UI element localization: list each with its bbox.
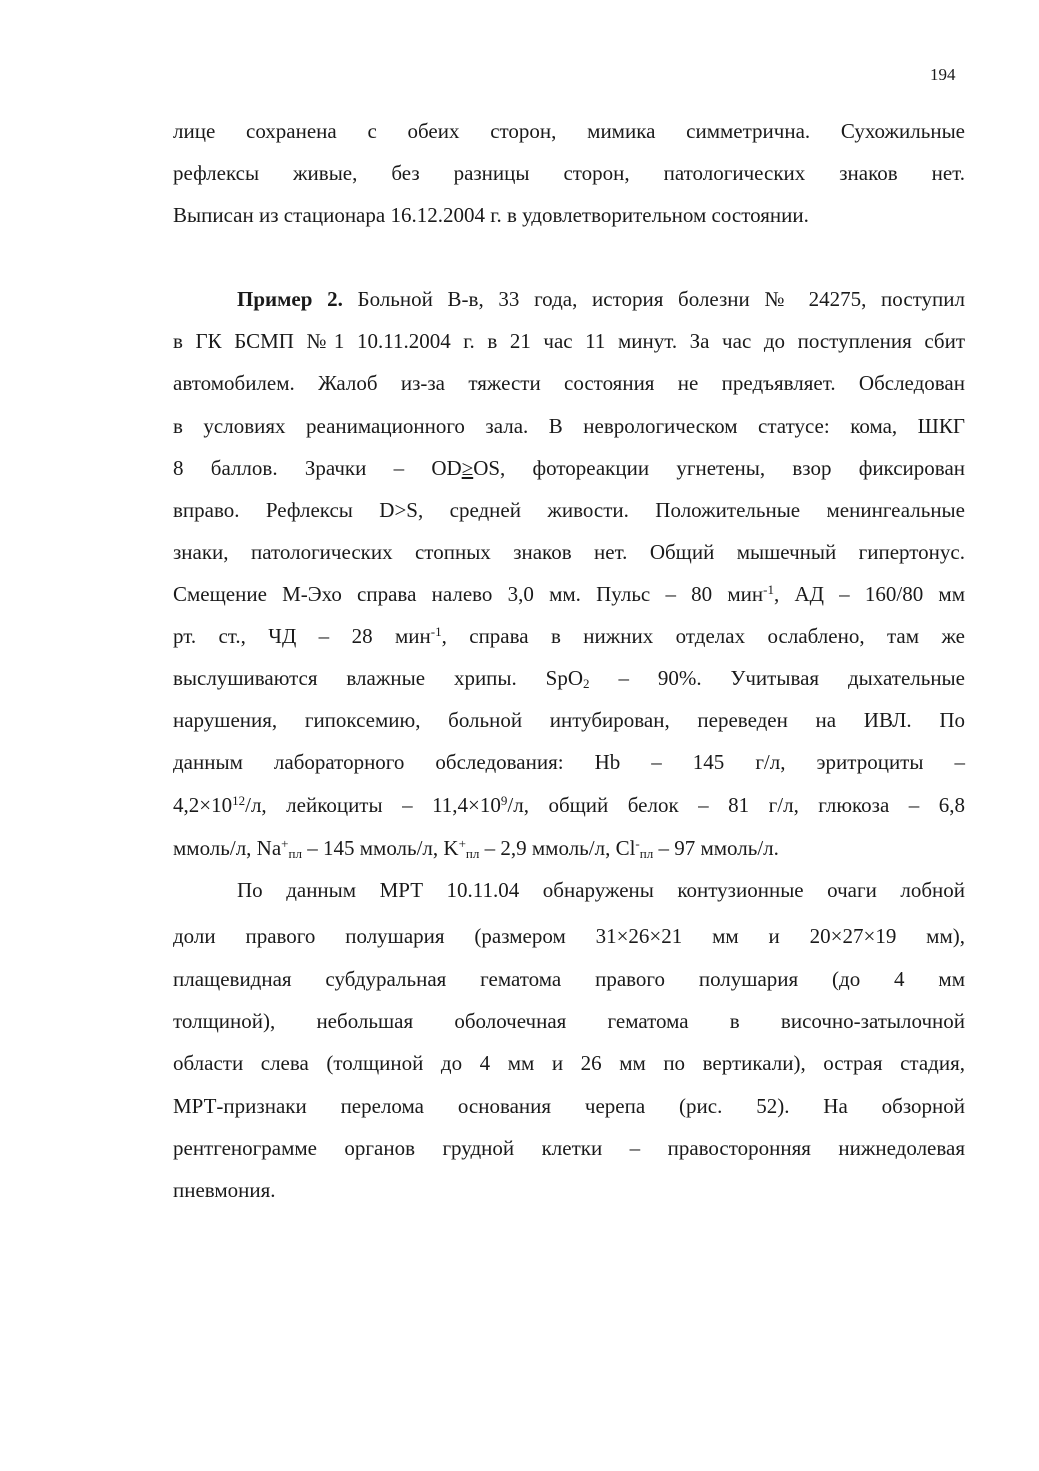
text-line: пневмония.	[173, 1178, 276, 1202]
text-line: доли правого полушария (размером 31×26×21 мм и 20×27×19 мм),	[173, 924, 965, 948]
example-title: Пример 2.	[237, 287, 343, 311]
text-line: знаки, патологических стопных знаков нет. Общий мышечный гипертонус.	[173, 540, 965, 564]
text-line: рентгенограмме органов грудной клетки – правосторонняя нижнедолевая	[173, 1136, 965, 1160]
page-number: 194	[930, 65, 956, 84]
text-line: Выписан из стационара 16.12.2004 г. в удовлетворительном состоянии.	[173, 203, 809, 227]
text-line: 8 баллов. Зрачки – OD≥OS, фотореакции угнетены, взор фиксирован	[173, 456, 965, 480]
text-line: МРТ-признаки перелома основания черепа (рис. 52). На обзорной	[173, 1094, 965, 1118]
text-line: данным лабораторного обследования: Hb – 145 г/л, эритроциты –	[173, 750, 965, 774]
text-line: плащевидная субдуральная гематома правого полушария (до 4 мм	[173, 967, 965, 991]
text-line: Смещение М-Эхо справа налево 3,0 мм. Пульс – 80 мин$^{-1}$, АД – 160/80 мм	[173, 581, 965, 606]
text-line: толщиной), небольшая оболочечная гематома в височно-затылочной	[173, 1009, 965, 1033]
text-line: ммоль/л, $Na^+_{пл} - 145$ ммоль/л, $K^+_{пл} - 2,9$ ммоль/л, $Cl^-_{пл} - 97$ ммоль/л.	[173, 835, 779, 862]
text-line: выслушиваются влажные хрипы. SpO$_2$ – 90%. Учитывая дыхательные	[173, 666, 965, 692]
text-line: рт. ст., ЧД – 28 мин$^{-1}$, справа в нижних отделах ослаблено, там же	[173, 623, 965, 648]
text-line: вправо. Рефлексы D>S, средней живости. Положительные менингеальные	[173, 498, 965, 522]
text-line: нарушения, гипоксемию, больной интубирован, переведен на ИВЛ. По	[173, 708, 965, 732]
text-line: $4,2\times 10^{12}/л$, лейкоциты – $11,4\times 10^9/л$, общий белок – 81 г/л, глюкоза – 6,8	[173, 792, 965, 817]
text-line: рефлексы живые, без разницы сторон, патологических знаков нет.	[173, 161, 965, 185]
text-line: в условиях реанимационного зала. В неврологическом статусе: кома, ШКГ	[173, 414, 965, 438]
text-line: в ГК БСМП №1 10.11.2004 г. в 21 час 11 минут. За час до поступления сбит	[173, 329, 965, 353]
text-line: лице сохранена с обеих сторон, мимика симметрична. Сухожильные	[173, 119, 965, 143]
text-line: По данным МРТ 10.11.04 обнаружены контузионные очаги лобной	[237, 878, 965, 902]
text-line: области слева (толщиной до 4 мм и 26 мм по вертикали), острая стадия,	[173, 1051, 965, 1075]
text-line: Пример 2. Больной В-в, 33 года, история болезни № 24275, поступил	[237, 287, 965, 311]
text-line: автомобилем. Жалоб из-за тяжести состояния не предъявляет. Обследован	[173, 371, 965, 395]
